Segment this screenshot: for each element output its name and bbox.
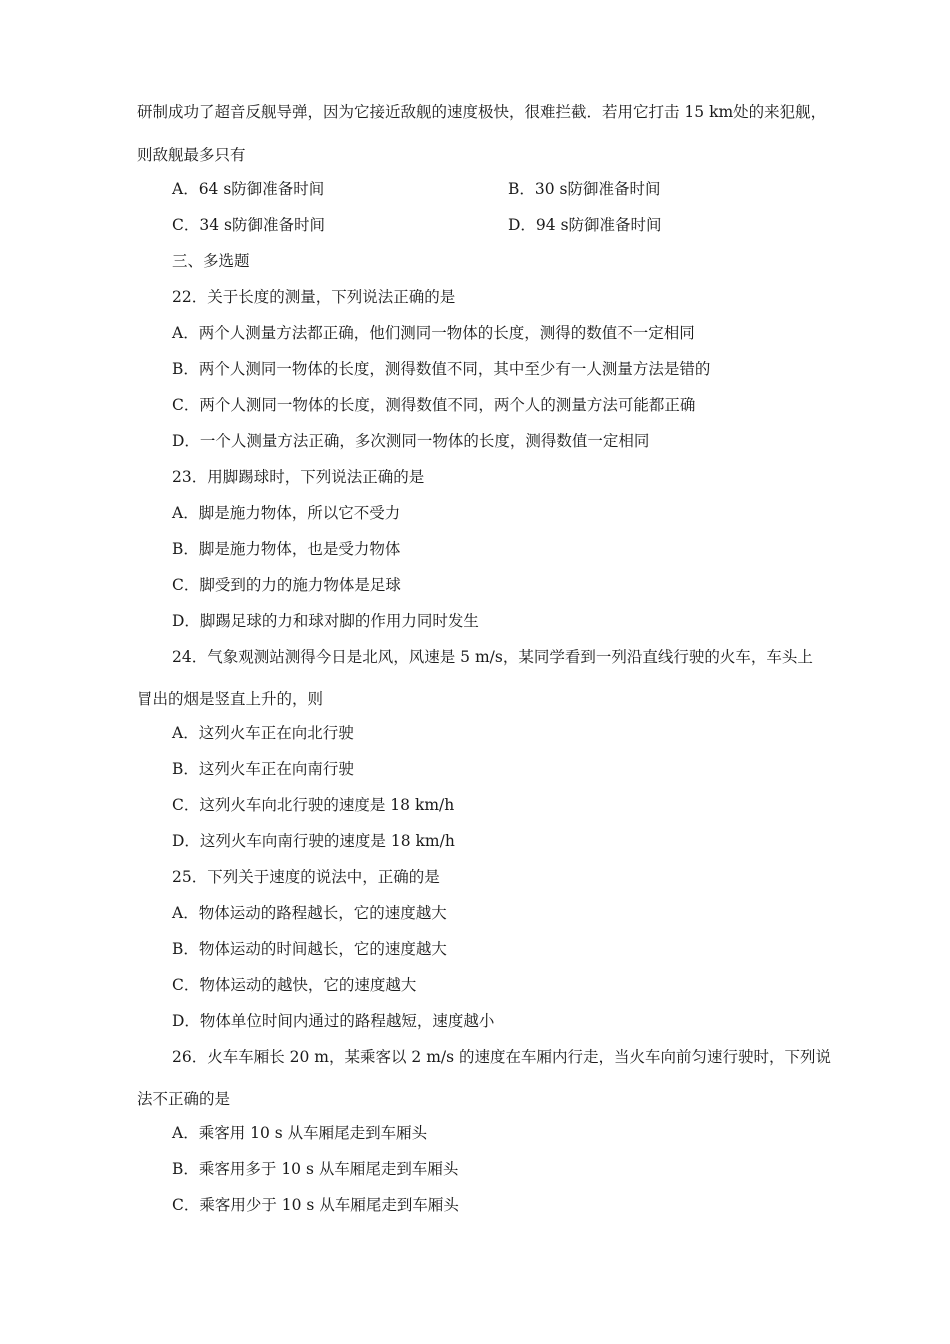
q24-option-c: C．这列火车向北行驶的速度是 18 km/h (172, 796, 455, 814)
q26-stem-line1: 26．火车车厢长 20 m，某乘客以 2 m/s 的速度在车厢内行走，当火车向前匀速行驶时，下列说 (172, 1048, 832, 1066)
q21-option-a: A．64 s防御准备时间 (172, 180, 325, 198)
q26-stem-line2: 法不正确的是 (137, 1090, 231, 1108)
q21-stem-line2: 则敌舰最多只有 (137, 146, 246, 164)
q25-option-b: B．物体运动的时间越长，它的速度越大 (172, 940, 447, 958)
q25-stem: 25．下列关于速度的说法中，正确的是 (172, 868, 440, 886)
q25-option-c: C．物体运动的越快，它的速度越大 (172, 976, 417, 994)
q22-option-a: A．两个人测量方法都正确，他们测同一物体的长度，测得的数值不一定相同 (172, 324, 695, 342)
q22-stem: 22．关于长度的测量，下列说法正确的是 (172, 288, 456, 306)
q24-option-a: A．这列火车正在向北行驶 (172, 724, 354, 742)
q21-stem-line1: 研制成功了超音反舰导弹，因为它接近敌舰的速度极快，很难拦截．若用它打击 15 km处的来犯舰， (137, 103, 827, 121)
q22-option-b: B．两个人测同一物体的长度，测得数值不同，其中至少有一人测量方法是错的 (172, 360, 711, 378)
q23-option-b: B．脚是施力物体，也是受力物体 (172, 540, 401, 558)
q26-option-a: A．乘客用 10 s 从车厢尾走到车厢头 (172, 1124, 428, 1142)
q26-option-b: B．乘客用多于 10 s 从车厢尾走到车厢头 (172, 1160, 459, 1178)
q26-option-c: C．乘客用少于 10 s 从车厢尾走到车厢头 (172, 1196, 459, 1214)
q25-option-a: A．物体运动的路程越长，它的速度越大 (172, 904, 447, 922)
q25-option-d: D．物体单位时间内通过的路程越短，速度越小 (172, 1012, 495, 1030)
q24-stem-line2: 冒出的烟是竖直上升的，则 (137, 690, 324, 708)
q23-stem: 23．用脚踢球时，下列说法正确的是 (172, 468, 425, 486)
q23-option-d: D．脚踢足球的力和球对脚的作用力同时发生 (172, 612, 479, 630)
q22-option-c: C．两个人测同一物体的长度，测得数值不同，两个人的测量方法可能都正确 (172, 396, 696, 414)
q24-option-d: D．这列火车向南行驶的速度是 18 km/h (172, 832, 455, 850)
q23-option-a: A．脚是施力物体，所以它不受力 (172, 504, 401, 522)
q24-stem-line1: 24．气象观测站测得今日是北风，风速是 5 m/s，某同学看到一列沿直线行驶的火车，车头上 (172, 648, 813, 666)
q24-option-b: B．这列火车正在向南行驶 (172, 760, 354, 778)
q21-option-d: D．94 s防御准备时间 (508, 216, 662, 234)
q21-option-b: B．30 s防御准备时间 (508, 180, 661, 198)
q21-option-c: C．34 s防御准备时间 (172, 216, 325, 234)
section-heading: 三、多选题 (172, 252, 250, 270)
q22-option-d: D．一个人测量方法正确，多次测同一物体的长度，测得数值一定相同 (172, 432, 650, 450)
q23-option-c: C．脚受到的力的施力物体是足球 (172, 576, 401, 594)
